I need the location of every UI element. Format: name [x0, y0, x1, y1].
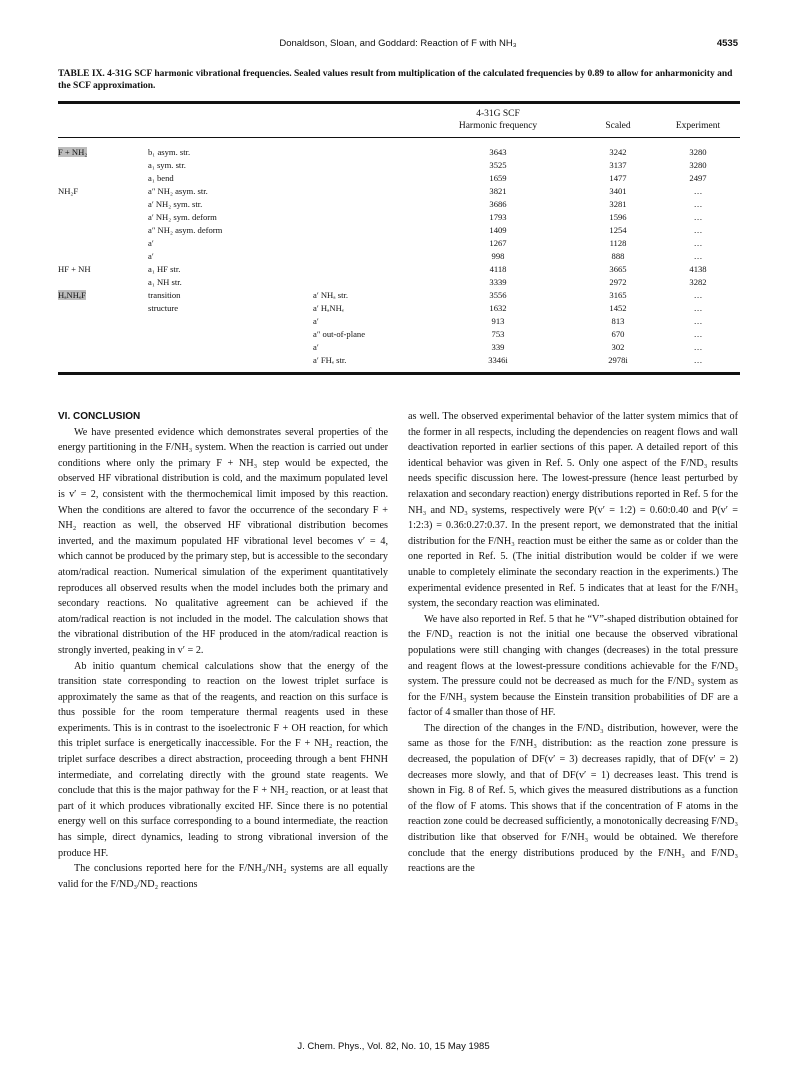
- cell-scaled: 670: [611, 329, 625, 339]
- cell-mode: a″ NH₂ asym. str.: [148, 186, 208, 196]
- table-row: [58, 329, 740, 342]
- cell-experiment: …: [693, 342, 703, 352]
- cell-mode: transition: [148, 290, 181, 300]
- table-row: [58, 342, 740, 355]
- cell-species: NH₂F: [58, 186, 79, 196]
- cell-species: HₐNHₑF: [58, 290, 86, 300]
- table-row: [58, 355, 740, 368]
- right-paragraph-1: as well. The observed experimental behavior of the latter system mimics that of the former in all respects, including the dependencies on reagent flows and wall deactivation reported in earlier sections of this paper. A detailed report of this identical behavior was given in Ref. 5. Only one aspect of the F/ND₃ results needs specific discussion here. The lowest-pressure (hence least perturbed by relaxation and secondary reaction) energy distributions reported in Ref. 5 for the NH₃ and ND₃ systems, respectively were P(v′ = 1:2) = 0.60:0.40 and P(v′ = 1:2:3) = 0.36:0.27:0.37. In the present report, we demonstrated that the initial distribution for the F/NH₃ reaction must be either the same as or colder than the one reported in Ref. 5. (The initial distribution would be colder if we were unable to completely eliminate the secondary reaction in the experiments.) The experimental evidence presented in Ref. 5 indicates that at least for the F/NH₃ system, the secondary reaction was eliminated.: [408, 411, 738, 610]
- cell-scaled: 3165: [609, 290, 627, 300]
- table-group-heading: 4-31G SCF: [476, 109, 520, 119]
- cell-scaled: 1128: [609, 238, 627, 248]
- cell-submode: a″ out-of-plane: [313, 329, 366, 339]
- journal-footer: J. Chem. Phys., Vol. 82, No. 10, 15 May 1985: [297, 1041, 490, 1052]
- table-row: [58, 303, 740, 316]
- cell-harmonic: 3556: [489, 290, 507, 300]
- cell-mode: a₁ HF str.: [148, 264, 181, 274]
- table-bottom-rule: [58, 372, 740, 375]
- cell-mode: a₁ bend: [148, 173, 174, 183]
- cell-mode: a′: [148, 251, 154, 261]
- cell-mode: structure: [148, 303, 179, 313]
- cell-experiment: …: [693, 290, 703, 300]
- table-row: [58, 264, 740, 277]
- cell-scaled: 813: [611, 316, 625, 326]
- cell-experiment: …: [693, 303, 703, 313]
- right-column: [408, 409, 738, 877]
- cell-scaled: 1596: [609, 212, 627, 222]
- cell-experiment: …: [693, 225, 703, 235]
- cell-harmonic: 3339: [489, 277, 507, 287]
- cell-harmonic: 1793: [489, 212, 507, 222]
- cell-harmonic: 1409: [489, 225, 507, 235]
- cell-harmonic: 4118: [489, 264, 507, 274]
- cell-scaled: 2978i: [608, 355, 628, 365]
- table-col-experiment: Experiment: [675, 121, 721, 131]
- cell-mode: b₁ asym. str.: [148, 147, 191, 157]
- cell-scaled: 888: [611, 251, 625, 261]
- cell-harmonic: 3686: [489, 199, 507, 209]
- cell-submode: a′: [313, 342, 319, 352]
- table-row: [58, 212, 740, 225]
- cell-scaled: 1452: [609, 303, 627, 313]
- table-col-scaled: Scaled: [605, 121, 631, 131]
- cell-experiment: …: [693, 329, 703, 339]
- cell-mode: a′: [148, 238, 154, 248]
- cell-experiment: 3282: [689, 277, 707, 287]
- cell-experiment: 2497: [689, 173, 707, 183]
- left-column: [58, 409, 388, 892]
- cell-harmonic: 3643: [489, 147, 507, 157]
- cell-experiment: …: [693, 316, 703, 326]
- cell-scaled: 3242: [609, 147, 627, 157]
- table-row: [58, 225, 740, 238]
- cell-harmonic: 339: [491, 342, 505, 352]
- table-row: [58, 199, 740, 212]
- cell-experiment: …: [693, 251, 703, 261]
- table-caption: TABLE IX. 4-31G SCF harmonic vibrational frequencies. Sealed values result from multiplication of the calculated frequencies by 0.89 to allow for anharmonicity and the SCF approximation.: [58, 69, 733, 91]
- cell-experiment: …: [693, 212, 703, 222]
- table-row: [58, 251, 740, 264]
- left-paragraph-2: Ab initio quantum chemical calculations show that the energy of the transition state corresponding to reaction on the lowest triplet surface is approximately the same as that of the reagents, and reaction on this surface is thus possible for the room temperature thermal reagents used in these experiments. This is in contrast to the isoelectronic F + OH reaction, for which this triplet surface is energetically inaccessible. For the F + NH₂ reaction, the triplet surface describes a direct abstraction, proceeding through a bent FHNH intermediate, and correlating directly with the ground state reagents. We conclude that this is the major pathway for the F + NH₂ reaction, or at least that part of it which produces vibrationally excited HF. Since there is no potential energy well on this surface corresponding to a bound intermediate, the reaction has simple, direct dynamics, leading to strong vibrational inversion of the produce HF.: [58, 660, 388, 859]
- cell-harmonic: 1267: [489, 238, 507, 248]
- table-row: [58, 147, 740, 160]
- cell-scaled: 1477: [609, 173, 627, 183]
- cell-experiment: 3280: [689, 160, 707, 170]
- right-paragraph-3: The direction of the changes in the F/ND₃ distribution, however, were the same as those for the F/NH₃ distribution: as the reaction zone pressure is decreased, the population of DF(v′ = 3) decreases rapidly, that of DF(v′ = 2) decreases more slowly, and that of DF(v′ = 1) decreases least. This trend is shown in Fig. 8 of Ref. 5, which gives the measured distributions as a function of the flow of F atoms. This shows that if the concentration of F atoms in the reaction zone could be decreased sufficiently, a monotonically decreasing F/ND₃ distribution like that observed for F/NH₃ would be obtained. We therefore conclude that the energy distributions produced by the F/NH₃ and F/ND₃ reactions are the: [408, 722, 738, 875]
- cell-submode: a′: [313, 316, 319, 326]
- cell-harmonic: 3821: [489, 186, 507, 196]
- cell-submode: a′ HₐNHₑ: [313, 303, 345, 313]
- cell-mode: a″ NH₂ asym. deform: [148, 225, 223, 235]
- section-title: VI. CONCLUSION: [58, 411, 141, 422]
- cell-experiment: 3280: [689, 147, 707, 157]
- cell-harmonic: 913: [491, 316, 505, 326]
- cell-scaled: 3281: [609, 199, 627, 209]
- table-row: [58, 238, 740, 251]
- cell-experiment: …: [693, 186, 703, 196]
- table-header-rule: [58, 137, 740, 138]
- left-paragraph-3: The conclusions reported here for the F/NH₃/NH₂ systems are all equally valid for the F/ND₃/ND₂ reactions: [58, 863, 388, 890]
- cell-harmonic: 3525: [489, 160, 507, 170]
- cell-scaled: 302: [611, 342, 625, 352]
- cell-species: HF + NH: [58, 264, 91, 274]
- cell-harmonic: 1659: [489, 173, 507, 183]
- cell-scaled: 3665: [609, 264, 627, 274]
- cell-experiment: …: [693, 199, 703, 209]
- cell-harmonic: 753: [491, 329, 505, 339]
- cell-scaled: 2972: [609, 277, 627, 287]
- table-row: [58, 173, 740, 186]
- cell-harmonic: 998: [491, 251, 505, 261]
- running-title: Donaldson, Sloan, and Goddard: Reaction of F with NH₃: [279, 38, 517, 49]
- cell-experiment: …: [693, 355, 703, 365]
- cell-species: F + NH₂: [58, 147, 88, 157]
- cell-submode: a′ FHₑ str.: [313, 355, 347, 365]
- cell-experiment: 4138: [689, 264, 707, 274]
- cell-mode: a′ NH₂ sym. str.: [148, 199, 203, 209]
- table-row: [58, 160, 740, 173]
- table-row: [58, 290, 740, 303]
- table-top-rule: [58, 101, 740, 104]
- running-header: [58, 38, 738, 52]
- cell-harmonic: 3346i: [488, 355, 508, 365]
- table-row: [58, 316, 740, 329]
- cell-scaled: 3137: [609, 160, 627, 170]
- cell-scaled: 1254: [609, 225, 627, 235]
- cell-scaled: 3401: [609, 186, 627, 196]
- right-paragraph-2: We have also reported in Ref. 5 that he “V”-shaped distribution obtained for the F/ND₃ reaction is not the initial one because the observed vibrational populations were still changing with changes (decreases) in the total pressure and reagent flows at the lowest-pressure conditions achievable for the F/ND₃ system. The pressure could not be decreased as much for the F/ND₃ system as for the F/NH₃ system because the Einstein transition probabilities of DF are a factor of 4 smaller than those of HF.: [408, 613, 738, 719]
- table-col-harmonic: Harmonic frequency: [458, 121, 538, 131]
- left-paragraph-1: We have presented evidence which demonstrates several properties of the energy partitioning in the F/NH₃ system. When the reaction is carried out under conditions where only the primary F + NH₃ step would be expected, the observed HF vibrational distribution is cold, and the maximum populated level is v′ = 2, consistent with the thermochemical limit imposed by this reaction. When the conditions are altered to favor the occurrence of the secondary F + NH₂ reaction as well, the observed HF vibrational distribution becomes inverted, and the maximum populated HF vibrational level becomes v′ = 4, which cannot be produced by the primary step, but is accessible to the secondary atom/radical reaction. Numerical simulation of the experiment quantitatively reproduces all observed results when the model includes both the primary and secondary reactions. No qualitative agreement can be achieved if the atom/radical reaction is not included in the model. The calculation shows that the vibrational distribution of the HF produced in the atom/radical reaction is strongly inverted, peaking in v′ = 2.: [58, 426, 388, 656]
- table-row: [58, 277, 740, 290]
- cell-harmonic: 1632: [489, 303, 507, 313]
- cell-mode: a₁ sym. str.: [148, 160, 186, 170]
- cell-mode: a₁ NH str.: [148, 277, 182, 287]
- table-row: [58, 186, 740, 199]
- cell-submode: a′ NHₐ str.: [313, 290, 349, 300]
- page-number: 4535: [716, 38, 738, 49]
- cell-experiment: …: [693, 238, 703, 248]
- cell-mode: a′ NH₂ sym. deform: [148, 212, 217, 222]
